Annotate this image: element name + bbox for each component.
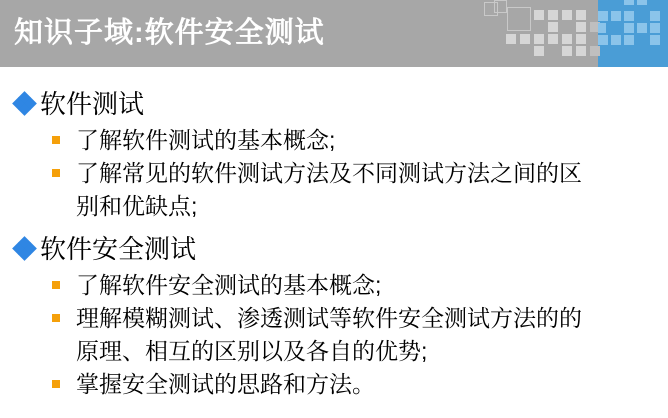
decor-blue-square bbox=[624, 11, 634, 21]
decor-blue-square bbox=[637, 0, 647, 5]
decor-blue-square bbox=[650, 35, 660, 45]
decor-blue-square bbox=[598, 35, 608, 45]
bullet-item-text: 了解软件测试的基本概念; bbox=[76, 127, 336, 153]
decor-blue-square bbox=[611, 11, 621, 21]
decor-blue-square bbox=[611, 35, 621, 45]
bullet-item bbox=[0, 124, 592, 157]
bullet-item bbox=[0, 368, 592, 401]
decor-blue-square bbox=[624, 0, 634, 5]
decor-blue-square bbox=[598, 11, 608, 21]
bullet-item-text: 理解模糊测试、渗透测试等软件安全测试方法的的原理、相互的区别以及各自的优势; bbox=[76, 305, 582, 364]
page-title: 知识子域:软件安全测试 bbox=[14, 17, 325, 49]
decor-gray-square bbox=[562, 46, 572, 56]
bullet-item-text: 了解常见的软件测试方法及不同测试方法之间的区别和优缺点; bbox=[76, 160, 582, 219]
decor-gray-square bbox=[548, 10, 558, 20]
decor-blue-square bbox=[650, 11, 660, 21]
decor-gray-square bbox=[506, 34, 516, 44]
bullet-item bbox=[0, 302, 592, 368]
decor-blue-block bbox=[598, 0, 668, 67]
decor-gray-square bbox=[534, 10, 544, 20]
decor-gray-square bbox=[534, 34, 544, 44]
decor-gray-square bbox=[576, 10, 586, 20]
diamond-bullet-icon bbox=[14, 93, 36, 115]
decor-blue-square bbox=[650, 23, 660, 33]
slide-body bbox=[0, 67, 668, 401]
decor-blue-square bbox=[637, 23, 647, 33]
decor-gray-square bbox=[576, 46, 586, 56]
section-heading-software-security-testing bbox=[14, 229, 668, 269]
section-heading-label: 软件安全测试 bbox=[40, 234, 197, 264]
diamond-bullet-icon bbox=[14, 238, 36, 260]
decor-gray-square bbox=[576, 22, 586, 32]
bullet-item-text: 掌握安全测试的思路和方法。 bbox=[76, 371, 375, 397]
decor-blue-square bbox=[624, 35, 634, 45]
decor-gray-square bbox=[520, 34, 530, 44]
decor-outline-square bbox=[494, 0, 507, 13]
bullet-item bbox=[0, 269, 592, 302]
decor-gray-square bbox=[548, 34, 558, 44]
bullet-item-text: 了解软件安全测试的基本概念; bbox=[76, 272, 382, 298]
bullet-item bbox=[0, 157, 592, 223]
decor-gray-square bbox=[590, 46, 600, 56]
section-heading-software-testing bbox=[14, 84, 668, 124]
decor-gray-square bbox=[534, 46, 544, 56]
square-bullet-icon bbox=[52, 314, 60, 322]
decor-blue-square bbox=[598, 23, 606, 33]
square-bullet-icon bbox=[52, 136, 60, 144]
decor-gray-square bbox=[576, 34, 586, 44]
section-heading-label: 软件测试 bbox=[40, 89, 145, 119]
square-bullet-icon bbox=[52, 380, 60, 388]
slide-header bbox=[0, 0, 668, 67]
decor-outline-square bbox=[484, 2, 498, 16]
decor-blue-square bbox=[624, 23, 634, 33]
decor-outline-square bbox=[507, 7, 531, 31]
decor-gray-square bbox=[548, 22, 558, 32]
decor-gray-square bbox=[590, 22, 600, 32]
square-bullet-icon bbox=[52, 169, 60, 177]
square-bullet-icon bbox=[52, 281, 60, 289]
decor-gray-square bbox=[562, 10, 572, 20]
decor-gray-square bbox=[562, 34, 572, 44]
